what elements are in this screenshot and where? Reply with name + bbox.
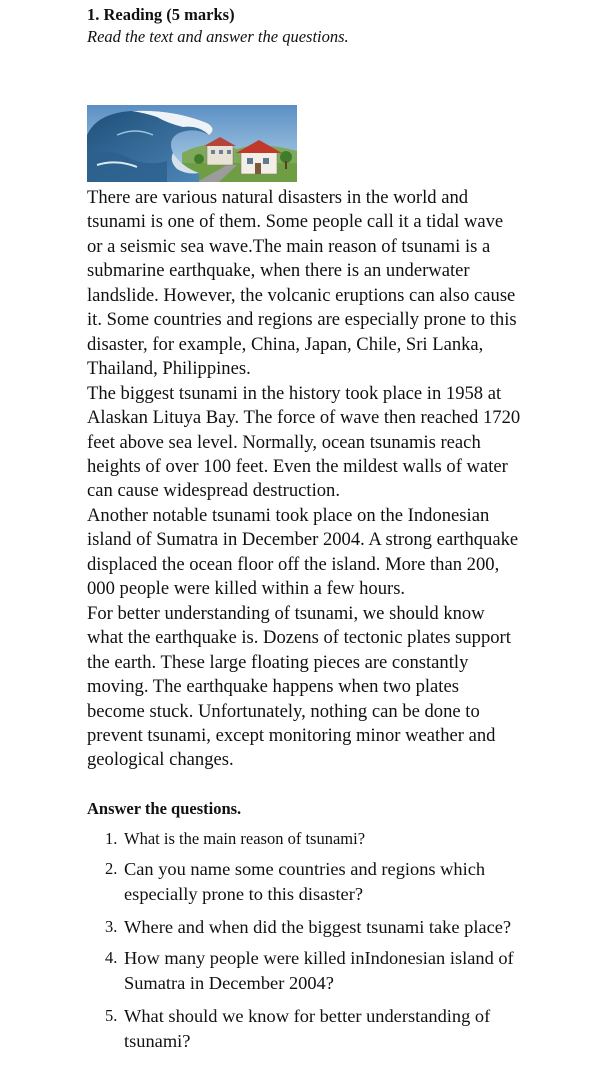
- passage-line: the earth. These large floating pieces are constantly: [87, 651, 469, 673]
- passage-line: or a seismic sea wave.The main reason of tsunami is a: [87, 235, 491, 257]
- question-text: [124, 857, 594, 906]
- questions-heading: Answer the questions.: [87, 799, 242, 818]
- question-line: Sumatra in December 2004?: [124, 972, 334, 993]
- question-text: [124, 827, 594, 852]
- passage-line: Another notable tsunami took place on the Indonesian: [87, 504, 490, 526]
- passage-line: island of Sumatra in December 2004. A strong earthquake: [87, 529, 519, 551]
- question-number: 1.: [105, 829, 118, 848]
- question-number: 4.: [105, 948, 118, 967]
- question-text: [124, 1004, 594, 1053]
- tsunami-wave-icon: [87, 105, 297, 182]
- passage-line: disaster, for example, China, Japan, Chile, Sri Lanka,: [87, 333, 484, 355]
- passage-line: 000 people were killed within a few hours.: [87, 578, 406, 600]
- passage-line: submarine earthquake, when there is an underwater: [87, 260, 470, 282]
- passage-line: The biggest tsunami in the history took place in 1958 at: [87, 382, 502, 404]
- question-line: What is the main reason of tsunami?: [124, 829, 366, 848]
- question-number: 3.: [105, 917, 118, 936]
- passage-line: it. Some countries and regions are especially prone to this: [87, 309, 517, 331]
- question-number: 2.: [105, 859, 118, 878]
- passage-line: feet above sea level. Normally, ocean tsunamis reach: [87, 431, 481, 453]
- section-instruction: Read the text and answer the questions.: [87, 27, 349, 46]
- passage-line: can cause widespread destruction.: [87, 480, 340, 502]
- question-line: Can you name some countries and regions which: [124, 859, 486, 879]
- passage-line: heights of over 100 feet. Even the mildest walls of water: [87, 455, 508, 477]
- question-line: especially prone to this disaster?: [124, 883, 364, 904]
- question-line: How many people were killed inIndonesian island of: [124, 948, 514, 968]
- passage-line: landslide. However, the volcanic eruptions can also cause: [87, 284, 516, 306]
- passage-line: tsunami is one of them. Some people call it a tidal wave: [87, 211, 504, 233]
- reading-passage: [87, 186, 587, 773]
- question-line: Where and when did the biggest tsunami take place?: [124, 917, 512, 937]
- question-text: [124, 946, 594, 995]
- passage-line: prevent tsunami, except monitoring minor weather and: [87, 724, 496, 746]
- question-text: [124, 915, 594, 940]
- passage-line: There are various natural disasters in the world and: [87, 187, 469, 208]
- passage-line: Thailand, Philippines.: [87, 358, 251, 380]
- passage-line: For better understanding of tsunami, we should know: [87, 602, 485, 624]
- question-number: 5.: [105, 1006, 118, 1025]
- passage-line: moving. The earthquake happens when two plates: [87, 676, 459, 698]
- question-line: What should we know for better understanding of: [124, 1006, 491, 1026]
- tsunami-illustration: [87, 105, 297, 182]
- passage-line: become stuck. Unfortunately, nothing can be done to: [87, 700, 480, 722]
- passage-line: what the earthquake is. Dozens of tectonic plates support: [87, 627, 511, 649]
- passage-line: displaced the ocean floor off the island. More than 200,: [87, 553, 500, 575]
- passage-line: Alaskan Lituya Bay. The force of wave then reached 1720: [87, 407, 521, 429]
- passage-line: geological changes.: [87, 749, 234, 771]
- question-line: tsunami?: [124, 1030, 191, 1051]
- section-heading: 1. Reading (5 marks): [87, 5, 235, 24]
